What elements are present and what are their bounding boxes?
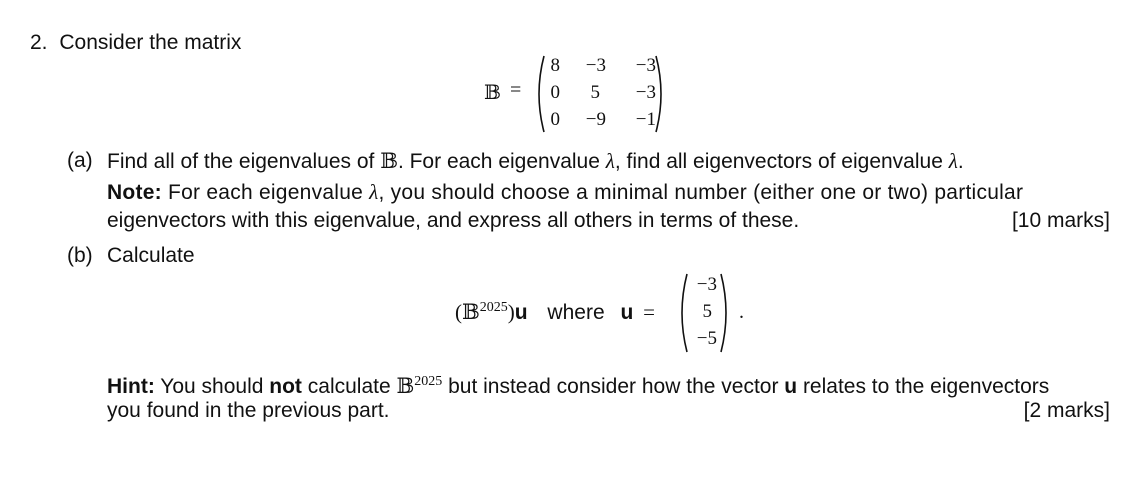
note-label: Note:: [107, 181, 162, 204]
part-a-marks: [10 marks]: [1011, 209, 1110, 232]
question-intro: Consider the matrix: [59, 31, 242, 54]
hint-text: You should: [154, 375, 270, 398]
vector-right-paren: [719, 272, 733, 354]
hint-text: calculate: [301, 375, 397, 398]
part-a-text: .: [957, 150, 964, 173]
matrix-cell: −3: [635, 55, 656, 76]
part-b-label: (b): [67, 244, 93, 267]
part-a-text: Find all of the eigenvalues of: [107, 150, 381, 173]
part-b-marks: [2 marks]: [1023, 399, 1110, 422]
lambda-symbol: λ: [605, 149, 615, 173]
part-a-note-line-2: eigenvectors with this eigenvalue, and express all others in terms of these.: [107, 209, 800, 232]
lambda-symbol: λ: [948, 149, 958, 173]
note-text: For each eigenvalue: [161, 181, 370, 204]
hint-text: but instead consider how the vector: [442, 375, 785, 398]
note-text: , you should choose a minimal number (either one or two) particular: [378, 181, 1024, 204]
matrix-cell: −3: [635, 82, 656, 103]
question-number: 2.: [30, 31, 48, 54]
hint-not: not: [269, 375, 302, 398]
vector-u: u: [784, 375, 798, 398]
lambda-symbol: λ: [369, 180, 379, 204]
matrix-symbol-inline: 𝔹: [462, 300, 480, 324]
matrix-cell: 5: [590, 82, 600, 103]
question-heading: [30, 31, 241, 55]
expr-power: 2025: [479, 300, 508, 315]
matrix-cell: 0: [550, 109, 560, 130]
vector-cell: −5: [696, 328, 717, 349]
matrix-cell: −1: [635, 109, 656, 130]
matrix-B: [484, 54, 694, 134]
expr-close: ): [507, 300, 515, 324]
hint-power: 2025: [414, 374, 443, 389]
part-a-line-1: [107, 149, 964, 174]
expr-open: (: [455, 300, 462, 324]
part-b-text: Calculate: [107, 244, 195, 267]
part-a-note-line-1: [107, 180, 1097, 205]
hint-text: relates to the eigenvectors: [797, 375, 1050, 398]
vector-cell: 5: [702, 301, 712, 322]
part-a-text: , find all eigenvectors of eigenvalue: [614, 150, 949, 173]
vector-u: u: [514, 301, 528, 324]
part-a-text: . For each eigenvalue: [397, 150, 606, 173]
matrix-cell: 8: [550, 55, 560, 76]
vector-u-column: [675, 272, 745, 354]
matrix-symbol-inline: 𝔹: [380, 149, 398, 173]
part-a-label: (a): [67, 149, 93, 172]
matrix-symbol: 𝔹: [484, 80, 501, 104]
vector-cell: −3: [696, 274, 717, 295]
where-text: where: [547, 301, 605, 324]
matrix-equals: =: [510, 79, 522, 101]
hint-line-2: you found in the previous part.: [107, 399, 390, 422]
hint-label: Hint:: [107, 375, 155, 398]
matrix-right-paren: [654, 54, 668, 134]
matrix-cell: −9: [585, 109, 606, 130]
hint-line-1: [107, 370, 1049, 399]
expr-period: .: [739, 301, 744, 323]
matrix-cell: −3: [585, 55, 606, 76]
matrix-symbol-inline: 𝔹: [396, 374, 415, 398]
expr-equals: =: [643, 300, 655, 324]
matrix-cell: 0: [550, 82, 560, 103]
power-expression: [455, 300, 655, 325]
vector-u: u: [620, 301, 634, 324]
